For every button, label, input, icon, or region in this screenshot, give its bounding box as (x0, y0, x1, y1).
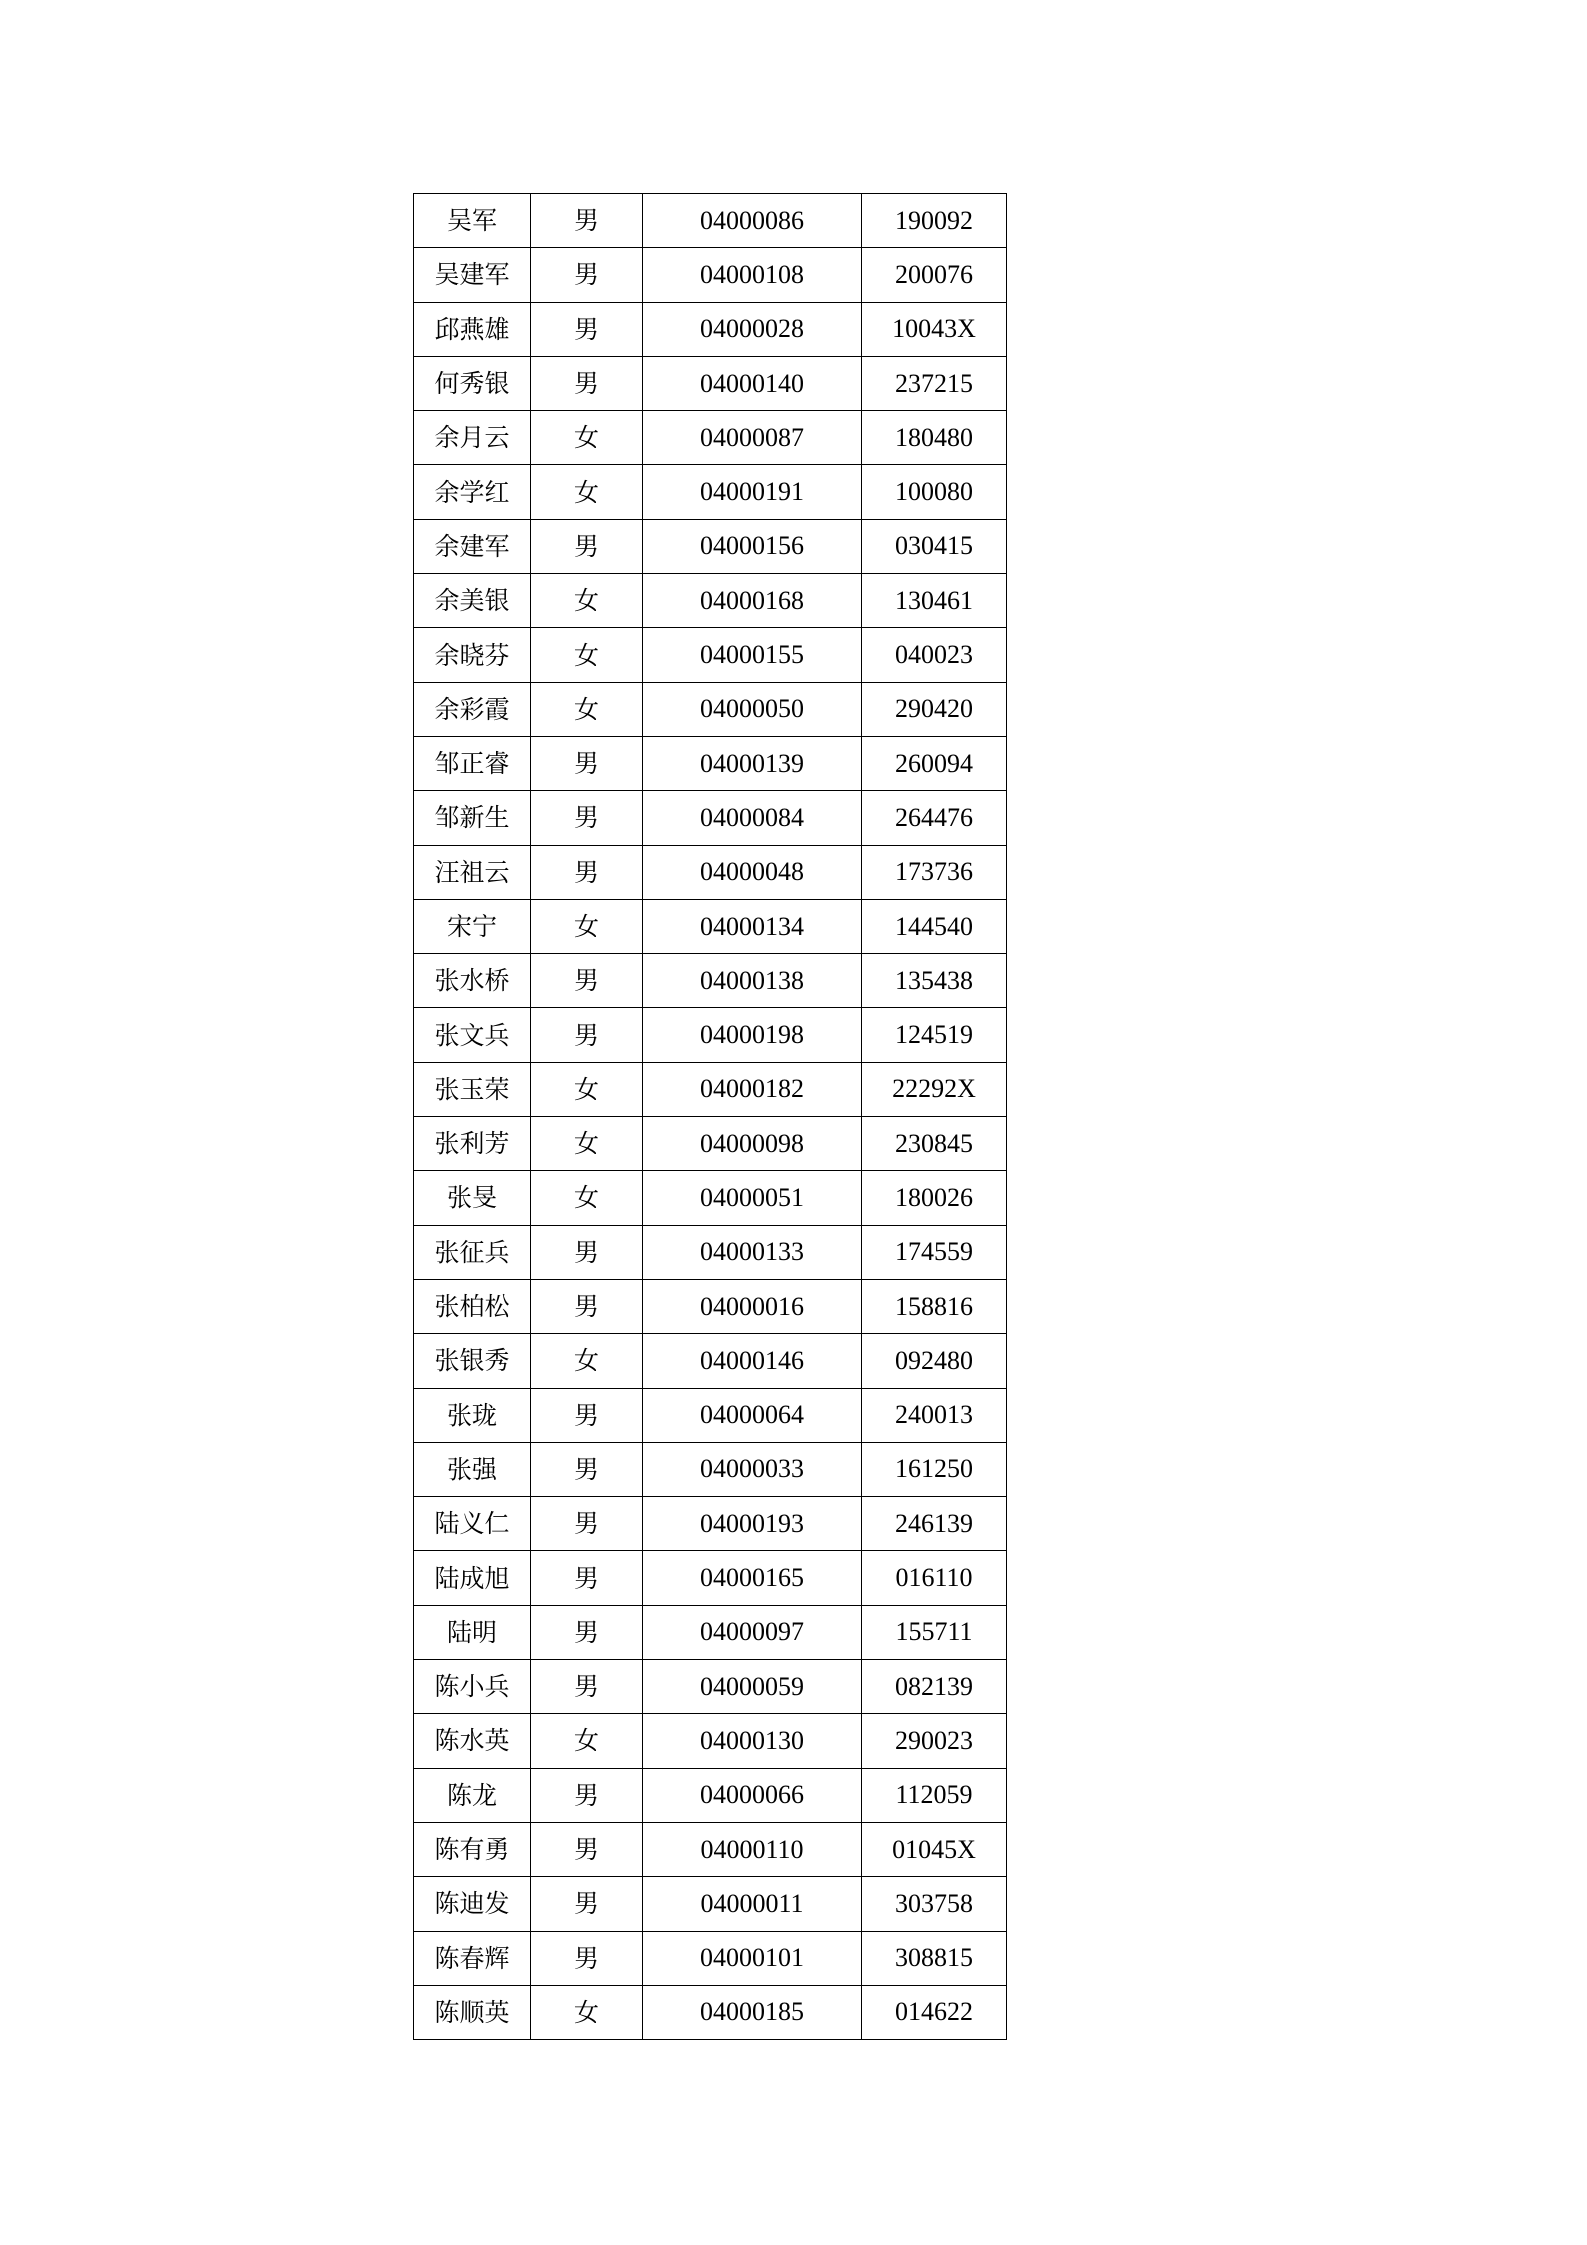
name-cell: 邱燕雄 (414, 302, 531, 356)
name-cell: 陈迪发 (414, 1877, 531, 1931)
code-cell: 173736 (862, 845, 1007, 899)
id-number-cell: 04000139 (643, 736, 862, 790)
table-row (414, 356, 1007, 410)
code-cell: 10043X (862, 302, 1007, 356)
id-number-cell: 04000182 (643, 1062, 862, 1116)
gender-cell: 女 (531, 1985, 643, 2039)
code-cell: 246139 (862, 1497, 1007, 1551)
name-cell: 何秀银 (414, 356, 531, 410)
code-cell: 200076 (862, 248, 1007, 302)
table-row (414, 1008, 1007, 1062)
code-cell: 112059 (862, 1768, 1007, 1822)
id-number-cell: 04000193 (643, 1497, 862, 1551)
table-row (414, 574, 1007, 628)
code-cell: 22292X (862, 1062, 1007, 1116)
id-number-cell: 04000064 (643, 1388, 862, 1442)
table-row (414, 1334, 1007, 1388)
id-number-cell: 04000066 (643, 1768, 862, 1822)
table-row (414, 1877, 1007, 1931)
code-cell: 230845 (862, 1117, 1007, 1171)
gender-cell: 男 (531, 736, 643, 790)
table-row (414, 1225, 1007, 1279)
name-cell: 吴建军 (414, 248, 531, 302)
code-cell: 240013 (862, 1388, 1007, 1442)
code-cell: 260094 (862, 736, 1007, 790)
table-row (414, 1660, 1007, 1714)
gender-cell: 女 (531, 1062, 643, 1116)
name-cell: 陆成旭 (414, 1551, 531, 1605)
name-cell: 陆义仁 (414, 1497, 531, 1551)
gender-cell: 女 (531, 682, 643, 736)
id-number-cell: 04000138 (643, 954, 862, 1008)
name-cell: 陈顺英 (414, 1985, 531, 2039)
table-row (414, 899, 1007, 953)
table-row (414, 845, 1007, 899)
code-cell: 180026 (862, 1171, 1007, 1225)
gender-cell: 男 (531, 791, 643, 845)
id-number-cell: 04000048 (643, 845, 862, 899)
id-number-cell: 04000134 (643, 899, 862, 953)
id-number-cell: 04000146 (643, 1334, 862, 1388)
id-number-cell: 04000168 (643, 574, 862, 628)
code-cell: 190092 (862, 194, 1007, 248)
gender-cell: 男 (531, 1497, 643, 1551)
name-cell: 张柏松 (414, 1279, 531, 1333)
name-cell: 张征兵 (414, 1225, 531, 1279)
name-cell: 张强 (414, 1442, 531, 1496)
id-number-cell: 04000130 (643, 1714, 862, 1768)
name-cell: 张珑 (414, 1388, 531, 1442)
id-number-cell: 04000185 (643, 1985, 862, 2039)
id-number-cell: 04000050 (643, 682, 862, 736)
name-cell: 汪祖云 (414, 845, 531, 899)
table-row (414, 1931, 1007, 1985)
gender-cell: 男 (531, 519, 643, 573)
name-cell: 陈水英 (414, 1714, 531, 1768)
name-cell: 吴军 (414, 194, 531, 248)
table-row (414, 1714, 1007, 1768)
table-row (414, 628, 1007, 682)
gender-cell: 男 (531, 1279, 643, 1333)
table-row (414, 1117, 1007, 1171)
name-cell: 余彩霞 (414, 682, 531, 736)
code-cell: 082139 (862, 1660, 1007, 1714)
code-cell: 174559 (862, 1225, 1007, 1279)
table-row (414, 194, 1007, 248)
name-cell: 张水桥 (414, 954, 531, 1008)
id-number-cell: 04000191 (643, 465, 862, 519)
table-row (414, 519, 1007, 573)
id-number-cell: 04000051 (643, 1171, 862, 1225)
name-cell: 邹新生 (414, 791, 531, 845)
id-number-cell: 04000101 (643, 1931, 862, 1985)
id-number-cell: 04000108 (643, 248, 862, 302)
id-number-cell: 04000033 (643, 1442, 862, 1496)
gender-cell: 女 (531, 628, 643, 682)
gender-cell: 女 (531, 1171, 643, 1225)
id-number-cell: 04000086 (643, 194, 862, 248)
gender-cell: 男 (531, 1008, 643, 1062)
gender-cell: 男 (531, 1931, 643, 1985)
table-row (414, 411, 1007, 465)
name-cell: 邹正睿 (414, 736, 531, 790)
table-row (414, 1497, 1007, 1551)
id-number-cell: 04000016 (643, 1279, 862, 1333)
table-row (414, 791, 1007, 845)
gender-cell: 女 (531, 1714, 643, 1768)
id-number-cell: 04000098 (643, 1117, 862, 1171)
gender-cell: 男 (531, 1442, 643, 1496)
table-row (414, 248, 1007, 302)
code-cell: 092480 (862, 1334, 1007, 1388)
id-number-cell: 04000198 (643, 1008, 862, 1062)
name-cell: 陆明 (414, 1605, 531, 1659)
id-number-cell: 04000165 (643, 1551, 862, 1605)
gender-cell: 男 (531, 302, 643, 356)
name-cell: 陈春辉 (414, 1931, 531, 1985)
gender-cell: 男 (531, 954, 643, 1008)
code-cell: 144540 (862, 899, 1007, 953)
gender-cell: 男 (531, 845, 643, 899)
code-cell: 135438 (862, 954, 1007, 1008)
table-row (414, 1279, 1007, 1333)
id-number-cell: 04000059 (643, 1660, 862, 1714)
code-cell: 155711 (862, 1605, 1007, 1659)
gender-cell: 男 (531, 1225, 643, 1279)
table-row (414, 465, 1007, 519)
id-number-cell: 04000140 (643, 356, 862, 410)
gender-cell: 男 (531, 1388, 643, 1442)
name-cell: 张文兵 (414, 1008, 531, 1062)
table-row (414, 1388, 1007, 1442)
table-row (414, 1551, 1007, 1605)
gender-cell: 男 (531, 1822, 643, 1876)
table-row (414, 682, 1007, 736)
code-cell: 158816 (862, 1279, 1007, 1333)
id-number-cell: 04000028 (643, 302, 862, 356)
roster-table-body (414, 194, 1007, 2040)
name-cell: 余建军 (414, 519, 531, 573)
id-number-cell: 04000084 (643, 791, 862, 845)
gender-cell: 女 (531, 1117, 643, 1171)
gender-cell: 男 (531, 1768, 643, 1822)
name-cell: 陈小兵 (414, 1660, 531, 1714)
code-cell: 290420 (862, 682, 1007, 736)
code-cell: 290023 (862, 1714, 1007, 1768)
code-cell: 124519 (862, 1008, 1007, 1062)
id-number-cell: 04000097 (643, 1605, 862, 1659)
name-cell: 陈有勇 (414, 1822, 531, 1876)
id-number-cell: 04000133 (643, 1225, 862, 1279)
name-cell: 余晓芬 (414, 628, 531, 682)
code-cell: 130461 (862, 574, 1007, 628)
code-cell: 040023 (862, 628, 1007, 682)
table-row (414, 954, 1007, 1008)
name-cell: 张利芳 (414, 1117, 531, 1171)
code-cell: 030415 (862, 519, 1007, 573)
code-cell: 308815 (862, 1931, 1007, 1985)
name-cell: 张银秀 (414, 1334, 531, 1388)
gender-cell: 男 (531, 356, 643, 410)
table-row (414, 1171, 1007, 1225)
gender-cell: 男 (531, 194, 643, 248)
gender-cell: 女 (531, 899, 643, 953)
table-row (414, 1768, 1007, 1822)
gender-cell: 女 (531, 1334, 643, 1388)
table-row (414, 302, 1007, 356)
code-cell: 180480 (862, 411, 1007, 465)
name-cell: 余月云 (414, 411, 531, 465)
id-number-cell: 04000011 (643, 1877, 862, 1931)
name-cell: 张玉荣 (414, 1062, 531, 1116)
table-row (414, 1985, 1007, 2039)
id-number-cell: 04000156 (643, 519, 862, 573)
table-row (414, 1442, 1007, 1496)
name-cell: 余学红 (414, 465, 531, 519)
id-number-cell: 04000110 (643, 1822, 862, 1876)
name-cell: 宋宁 (414, 899, 531, 953)
table-row (414, 736, 1007, 790)
code-cell: 303758 (862, 1877, 1007, 1931)
table-row (414, 1605, 1007, 1659)
gender-cell: 男 (531, 1877, 643, 1931)
gender-cell: 男 (531, 1551, 643, 1605)
gender-cell: 女 (531, 465, 643, 519)
name-cell: 陈龙 (414, 1768, 531, 1822)
code-cell: 014622 (862, 1985, 1007, 2039)
table-row (414, 1062, 1007, 1116)
code-cell: 016110 (862, 1551, 1007, 1605)
code-cell: 264476 (862, 791, 1007, 845)
id-number-cell: 04000087 (643, 411, 862, 465)
table-row (414, 1822, 1007, 1876)
gender-cell: 男 (531, 1660, 643, 1714)
gender-cell: 男 (531, 1605, 643, 1659)
gender-cell: 男 (531, 248, 643, 302)
code-cell: 161250 (862, 1442, 1007, 1496)
gender-cell: 女 (531, 411, 643, 465)
code-cell: 100080 (862, 465, 1007, 519)
gender-cell: 女 (531, 574, 643, 628)
code-cell: 01045X (862, 1822, 1007, 1876)
roster-table (413, 193, 1007, 2040)
code-cell: 237215 (862, 356, 1007, 410)
name-cell: 余美银 (414, 574, 531, 628)
name-cell: 张旻 (414, 1171, 531, 1225)
id-number-cell: 04000155 (643, 628, 862, 682)
